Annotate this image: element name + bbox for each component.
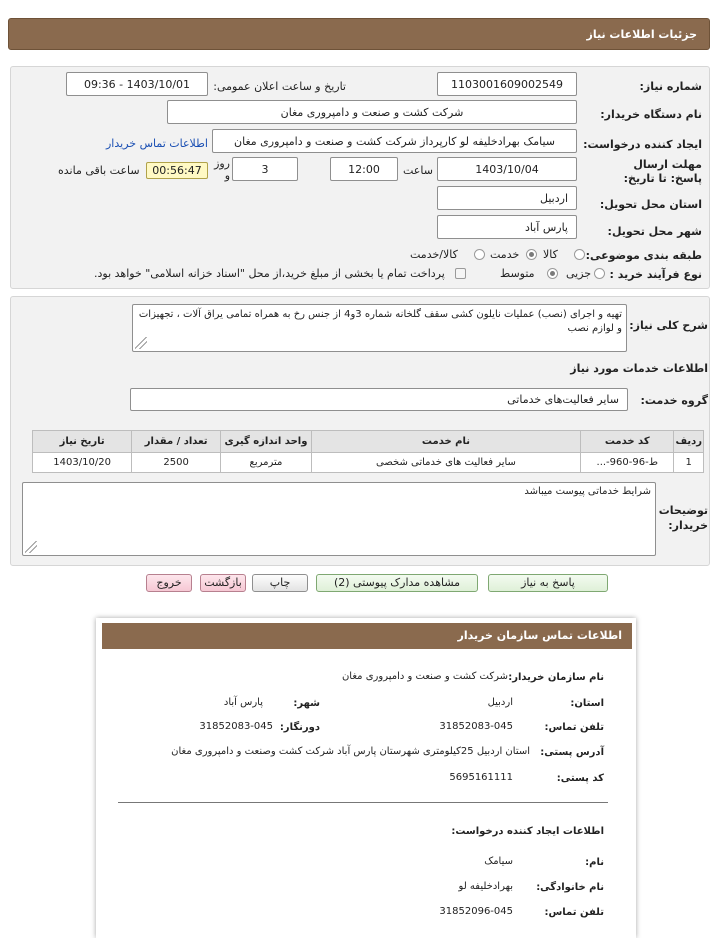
col-unit: واحد اندازه گیری <box>221 431 312 453</box>
treasury-payment-checkbox[interactable] <box>455 268 466 279</box>
cell-row-number: 1 <box>674 453 704 473</box>
print-button[interactable]: چاپ <box>252 574 308 592</box>
buyer-notes-text: شرایط خدماتی پیوست میباشد <box>524 486 651 497</box>
org-name-label: نام سازمان خریدار: <box>508 672 604 683</box>
table-header-row <box>33 431 704 453</box>
creator-family-label: نام خانوادگی: <box>536 882 604 893</box>
treasury-payment-note: پرداخت تمام یا بخشی از مبلغ خرید،از محل "اسناد خزانه اسلامی" خواهد بود. <box>94 267 445 280</box>
buyer-org-label: نام دستگاه خریدار: <box>600 108 702 121</box>
resize-grip-icon[interactable] <box>135 337 147 349</box>
exit-button[interactable]: خروج <box>146 574 192 592</box>
delivery-city-field[interactable]: پارس آباد <box>437 215 577 239</box>
page-title: جزئیات اطلاعات نیاز <box>8 18 710 50</box>
contact-card-title: اطلاعات تماس سازمان خریدار <box>102 623 632 649</box>
org-name-value: شرکت کشت و صنعت و دامپروری مغان <box>341 671 508 682</box>
resize-grip-icon[interactable] <box>25 541 37 553</box>
category-service-radio[interactable] <box>526 249 537 260</box>
creator-family-value: بهرادخلیفه لو <box>458 881 513 892</box>
time-remaining-field: 00:56:47 <box>146 162 208 179</box>
cell-service-code: ط-96-960-... <box>581 453 674 473</box>
need-summary-text: تهیه و اجرای (نصب) عملیات نایلون کشی سقف گلخانه شماره 3و4 از جنس رخ به همراه تمامی یراق آلات ، تجهیزات و لوازم نصب <box>138 309 622 334</box>
deadline-time-label: ساعت <box>403 164 433 177</box>
buyer-notes-textarea[interactable] <box>22 482 656 556</box>
service-group-field[interactable]: سایر فعالیت‌های خدماتی <box>130 388 628 411</box>
col-row-number: ردیف <box>674 431 704 453</box>
col-quantity: تعداد / مقدار <box>132 431 221 453</box>
city-value: پارس آباد <box>223 697 263 708</box>
province-label: استان: <box>570 698 604 709</box>
deadline-date-field[interactable]: 1403/10/04 <box>437 157 577 181</box>
postal-code-label: کد پستی: <box>556 773 604 784</box>
postal-address-label: آدرس پستی: <box>540 747 604 758</box>
fax-label: دورنگار: <box>279 722 320 733</box>
need-summary-label: شرح کلی نیاز: <box>629 319 708 332</box>
announce-datetime-field[interactable]: 1403/10/01 - 09:36 <box>66 72 208 96</box>
days-remaining-field[interactable]: 3 <box>232 157 298 181</box>
cell-service-name: سایر فعالیت های خدماتی شخصی <box>311 453 580 473</box>
services-heading: اطلاعات خدمات مورد نیاز <box>570 362 708 375</box>
need-number-field[interactable]: 1103001609002549 <box>437 72 577 96</box>
deadline-label: مهلت ارسال پاسخ: تا تاریخ: <box>623 158 702 185</box>
deadline-time-field[interactable]: 12:00 <box>330 157 398 181</box>
creator-info-heading: اطلاعات ایجاد کننده درخواست: <box>451 826 604 837</box>
col-service-name: نام خدمت <box>311 431 580 453</box>
category-service-text: خدمت <box>490 248 520 261</box>
category-goods-service-text: کالا/خدمت <box>410 248 458 261</box>
cell-unit: مترمربع <box>221 453 312 473</box>
request-creator-field[interactable]: سیامک بهرادخلیفه لو کارپرداز شرکت کشت و صنعت و دامپروری مغان <box>212 129 577 153</box>
request-creator-label: ایجاد کننده درخواست: <box>583 138 702 151</box>
process-type-label: نوع فرآیند خرید : <box>609 268 702 281</box>
back-button[interactable]: بازگشت <box>200 574 246 592</box>
phone-label: تلفن تماس: <box>544 722 604 733</box>
services-table-wrap <box>32 430 704 473</box>
need-number-label: شماره نیاز: <box>639 80 702 93</box>
category-label: طبقه بندی موضوعی: <box>585 249 702 262</box>
buyer-contact-link[interactable]: اطلاعات تماس خریدار <box>106 137 208 150</box>
phone-value: 31852083-045 <box>439 721 513 732</box>
delivery-province-label: استان محل تحویل: <box>599 198 702 211</box>
process-medium-text: متوسط <box>500 267 535 280</box>
delivery-province-field[interactable]: اردبیل <box>437 186 577 210</box>
col-need-date: تاریخ نیاز <box>33 431 132 453</box>
reply-button[interactable]: پاسخ به نیاز <box>488 574 608 592</box>
time-remaining-label: ساعت باقی مانده <box>58 164 140 177</box>
province-value: اردبیل <box>487 697 513 708</box>
delivery-city-label: شهر محل تحویل: <box>607 225 702 238</box>
col-service-code: کد خدمت <box>581 431 674 453</box>
service-group-label: گروه خدمت: <box>640 394 708 407</box>
table-row[interactable] <box>33 453 704 473</box>
days-label: روز و <box>214 157 230 182</box>
services-table <box>32 430 704 473</box>
creator-name-label: نام: <box>585 857 604 868</box>
city-label: شهر: <box>293 698 320 709</box>
need-summary-textarea[interactable] <box>132 304 627 352</box>
buyer-org-field[interactable]: شرکت کشت و صنعت و دامپروری مغان <box>167 100 577 124</box>
cell-need-date: 1403/10/20 <box>33 453 132 473</box>
fax-value: 31852083-045 <box>199 721 273 732</box>
creator-name-value: سیامک <box>484 856 513 867</box>
process-minor-text: جزیی <box>566 267 592 280</box>
creator-phone-value: 31852096-045 <box>439 906 513 917</box>
cell-quantity: 2500 <box>132 453 221 473</box>
attachments-button[interactable]: مشاهده مدارک پیوستی (2) <box>316 574 478 592</box>
process-minor-radio[interactable] <box>594 268 605 279</box>
process-medium-radio[interactable] <box>547 268 558 279</box>
announce-datetime-label: تاریخ و ساعت اعلان عمومی: <box>213 80 346 93</box>
buyer-notes-label: توضیحات خریدار: <box>658 504 708 532</box>
category-goods-radio[interactable] <box>574 249 585 260</box>
category-goods-service-radio[interactable] <box>474 249 485 260</box>
creator-phone-label: تلفن تماس: <box>544 907 604 918</box>
category-goods-text: کالا <box>543 248 558 261</box>
postal-address-value: استان اردبیل 25کیلومتری شهرستان پارس آباد شرکت کشت وصنعت و دامپروری مغان <box>171 746 530 757</box>
postal-code-value: 5695161111 <box>449 772 513 783</box>
card-divider <box>118 802 608 803</box>
